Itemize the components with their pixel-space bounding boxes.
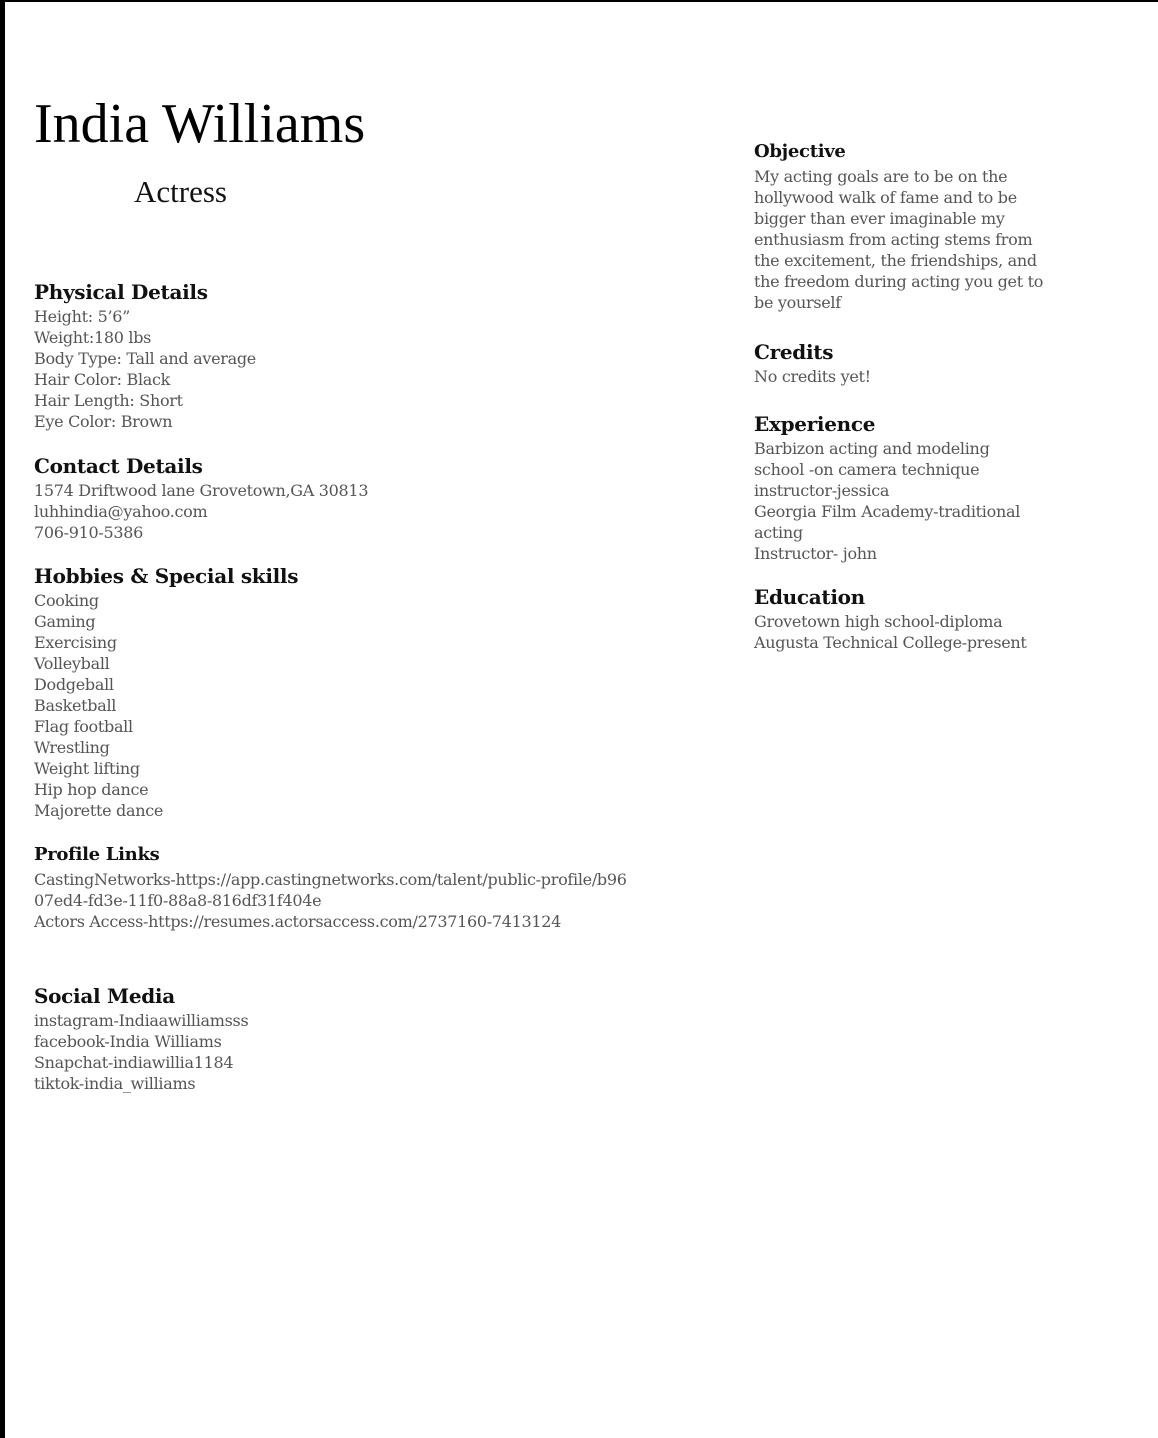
objective-line: hollywood walk of fame and to be [754,188,1017,207]
hobbies-section [34,562,298,821]
physical-line: Weight:180 lbs [34,328,152,347]
education-heading: Education [754,585,865,609]
profile-links-section [34,841,627,932]
physical-line: Hair Color: Black [34,370,171,389]
hobbies-line: Dodgeball [34,675,114,694]
hobbies-line: Exercising [34,633,117,652]
experience-line: Georgia Film Academy-traditional [754,502,1021,521]
hobbies-line: Cooking [34,591,99,610]
objective-heading: Objective [754,141,846,162]
objective-section [754,138,1043,313]
profile-links-line: Actors Access-https://resumes.actorsaccess.com/2737160-7413124 [34,912,561,931]
profile-links-line: 07ed4-fd3e-11f0-88a8-816df31f404e [34,891,322,910]
hobbies-line: Gaming [34,612,96,631]
profile-links-line: CastingNetworks-https://app.castingnetworks.com/talent/public-profile/b96 [34,870,627,889]
social-heading: Social Media [34,984,175,1008]
objective-line: be yourself [754,293,841,312]
experience-heading: Experience [754,412,876,436]
contact-line: 706-910-5386 [34,523,144,542]
left-border [0,0,5,1438]
experience-line: school -on camera technique [754,460,980,479]
objective-line: the freedom during acting you get to [754,272,1044,291]
objective-line: bigger than ever imaginable my [754,209,1005,228]
experience-line: instructor-jessica [754,481,890,500]
top-border [0,0,1158,2]
hobbies-line: Weight lifting [34,759,140,778]
social-line: tiktok-india_williams [34,1074,196,1093]
hobbies-line: Majorette dance [34,801,164,820]
physical-line: Height: 5’6” [34,307,131,326]
social-line: facebook-India Williams [34,1032,222,1051]
education-section [754,583,1027,653]
social-line: Snapchat-indiawillia1184 [34,1053,234,1072]
contact-line: 1574 Driftwood lane Grovetown,GA 30813 [34,481,369,500]
contact-details-section [34,452,368,543]
physical-line: Body Type: Tall and average [34,349,256,368]
objective-line: My acting goals are to be on the [754,167,1008,186]
physical-heading: Physical Details [34,280,208,304]
social-line: instagram-Indiaawilliamsss [34,1011,249,1030]
hobbies-line: Wrestling [34,738,110,757]
hobbies-line: Flag football [34,717,133,736]
education-line: Augusta Technical College-present [754,633,1027,652]
experience-line: Instructor- john [754,544,877,563]
hobbies-heading: Hobbies & Special skills [34,564,299,588]
credits-heading: Credits [754,340,834,364]
profile-links-heading: Profile Links [34,844,160,865]
hobbies-line: Volleyball [34,654,110,673]
hobbies-line: Hip hop dance [34,780,149,799]
objective-line: enthusiasm from acting stems from [754,230,1033,249]
hobbies-line: Basketball [34,696,117,715]
resume-name: India Williams [34,93,366,155]
credits-line: No credits yet! [754,367,871,386]
physical-line: Hair Length: Short [34,391,183,410]
experience-section [754,410,1020,564]
social-media-section [34,982,248,1094]
resume-role: Actress [134,174,227,209]
physical-line: Eye Color: Brown [34,412,173,431]
experience-line: acting [754,523,803,542]
contact-heading: Contact Details [34,454,203,478]
credits-section [754,338,871,387]
physical-details-section [34,278,256,432]
objective-line: the excitement, the friendships, and [754,251,1037,270]
education-line: Grovetown high school-diploma [754,612,1003,631]
contact-line: luhhindia@yahoo.com [34,502,208,521]
experience-line: Barbizon acting and modeling [754,439,990,458]
